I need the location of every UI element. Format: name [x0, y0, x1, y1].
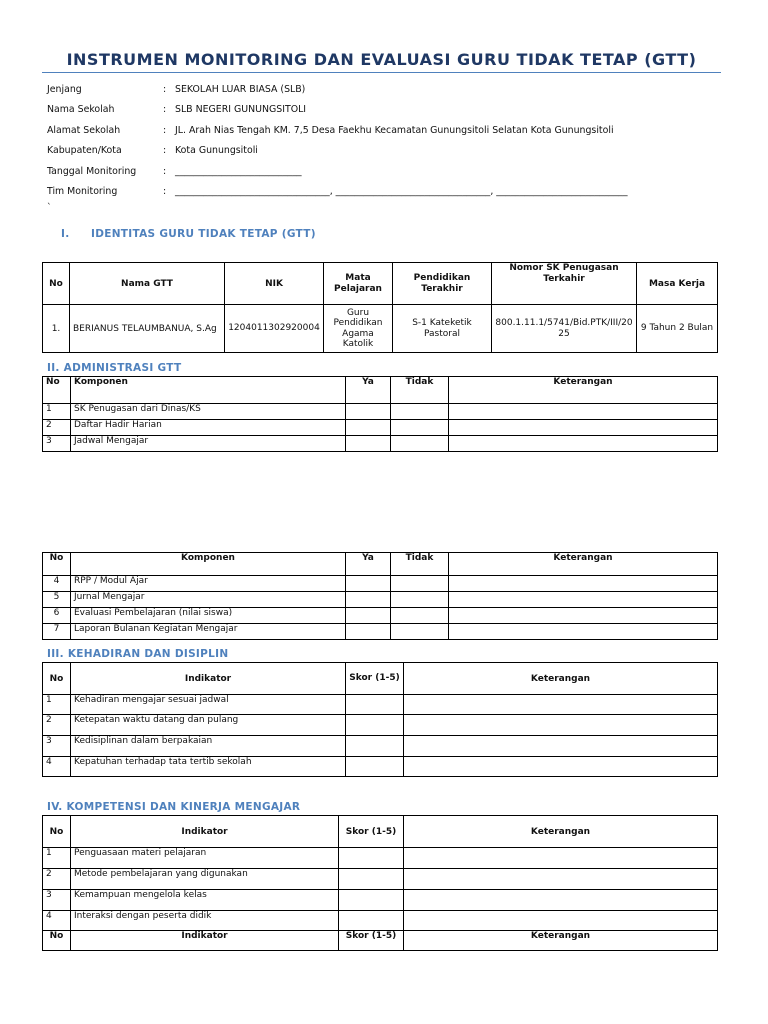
cell-keterangan[interactable] [404, 736, 718, 757]
cell-ya[interactable] [346, 576, 391, 592]
info-label: Kabupaten/Kota [47, 145, 122, 157]
cell-no: 1 [43, 848, 71, 869]
table-row [43, 576, 718, 592]
cell-skor[interactable] [346, 695, 404, 715]
column-header: Ya [346, 377, 391, 404]
info-colon: : [163, 185, 167, 197]
cell-ya[interactable] [346, 436, 391, 452]
cell-skor[interactable] [339, 911, 404, 931]
cell-tidak[interactable] [391, 608, 449, 624]
cell-nik: 1204011302920004 [225, 305, 324, 353]
cell-komponen: Daftar Hadir Harian [71, 420, 346, 436]
cell-komponen: RPP / Modul Ajar [71, 576, 346, 592]
cell-indikator: Kedisiplinan dalam berpakaian [71, 736, 346, 757]
cell-nomor-sk: 800.1.11.1/5741/Bid.PTK/III/2025 [492, 305, 637, 353]
column-header: Masa Kerja [637, 263, 718, 305]
cell-keterangan[interactable] [404, 911, 718, 931]
document-title: INSTRUMEN MONITORING DAN EVALUASI GURU TIDAK TETAP (GTT) [66, 50, 697, 69]
column-header: Ya [346, 553, 391, 576]
cell-no: 4 [43, 757, 71, 777]
info-label: Alamat Sekolah [47, 124, 121, 136]
info-label: Tim Monitoring [47, 185, 118, 197]
column-header: No [43, 553, 71, 576]
cell-keterangan[interactable] [449, 404, 718, 420]
cell-keterangan[interactable] [449, 420, 718, 436]
cell-nama-gtt: BERIANUS TELAUMBANUA, S.Ag [70, 305, 225, 353]
cell-no: 4 [43, 576, 71, 592]
cell-pendidikan: S-1 Kateketik Pastoral [393, 305, 492, 353]
cell-ya[interactable] [346, 404, 391, 420]
cell-tidak[interactable] [391, 624, 449, 640]
section-1-title: IDENTITAS GURU TIDAK TETAP (GTT) [91, 228, 316, 240]
info-colon: : [163, 84, 167, 95]
info-row-tanggal [47, 166, 727, 186]
cell-tidak[interactable] [391, 420, 449, 436]
info-row-jenjang [47, 84, 727, 104]
info-label: Jenjang [47, 84, 82, 95]
cell-indikator: Interaksi dengan peserta didik [71, 911, 339, 931]
table-row [43, 715, 718, 736]
info-row-kabupaten [47, 145, 727, 165]
cell-no: 4 [43, 911, 71, 931]
cell-no: 6 [43, 608, 71, 624]
info-label: Nama Sekolah [47, 104, 115, 116]
cell-komponen: SK Penugasan dari Dinas/KS [71, 404, 346, 420]
cell-masa-kerja: 9 Tahun 2 Bulan [637, 305, 718, 353]
cell-keterangan[interactable] [449, 436, 718, 452]
info-value: JL. Arah Nias Tengah KM. 7,5 Desa Faekhu Kecamatan Gunungsitoli Selatan Kota Gunungsitoli [175, 124, 614, 136]
cell-keterangan[interactable] [449, 608, 718, 624]
column-header: Skor (1-5) [346, 663, 404, 695]
column-header: Keterangan [404, 663, 718, 695]
cell-ya[interactable] [346, 608, 391, 624]
cell-ya[interactable] [346, 592, 391, 608]
cell-tidak[interactable] [391, 592, 449, 608]
column-header: No [43, 816, 71, 848]
cell-keterangan[interactable] [404, 890, 718, 911]
cell-indikator: Kemampuan mengelola kelas [71, 890, 339, 911]
column-header: Komponen [71, 377, 346, 404]
cell-no: 1 [43, 695, 71, 715]
column-header: Indikator [71, 931, 339, 951]
section-3-title: III. KEHADIRAN DAN DISIPLIN [47, 648, 229, 660]
administrasi-table-a [42, 376, 718, 452]
table-row [43, 757, 718, 777]
info-colon: : [163, 104, 167, 116]
cell-no: 2 [43, 715, 71, 736]
table-header-row [43, 816, 718, 848]
cell-no: 3 [43, 736, 71, 757]
tanggal-monitoring-blank: ___________________________ [175, 165, 302, 177]
table-header-row [43, 263, 718, 305]
cell-skor[interactable] [339, 869, 404, 890]
column-header: Keterangan [404, 816, 718, 848]
table-row [43, 436, 718, 452]
table-header-row [43, 553, 718, 576]
kompetensi-table [42, 815, 718, 951]
info-label: Tanggal Monitoring [47, 165, 137, 177]
cell-komponen: Jurnal Mengajar [71, 592, 346, 608]
table-row [43, 592, 718, 608]
cell-tidak[interactable] [391, 576, 449, 592]
table-row [43, 890, 718, 911]
section-2-title: II. ADMINISTRASI GTT [47, 362, 182, 374]
cell-keterangan[interactable] [404, 848, 718, 869]
table-row [43, 736, 718, 757]
cell-keterangan[interactable] [404, 757, 718, 777]
cell-indikator: Ketepatan waktu datang dan pulang [71, 715, 346, 736]
cell-keterangan[interactable] [449, 592, 718, 608]
cell-no: 7 [43, 624, 71, 640]
column-header: Mata Pelajaran [324, 263, 393, 305]
column-header: Tidak [391, 377, 449, 404]
column-header: Nomor SK Penugasan Terkahir [492, 263, 637, 305]
table-row [43, 624, 718, 640]
table-row [43, 420, 718, 436]
column-header: Skor (1-5) [339, 931, 404, 951]
table-row [43, 848, 718, 869]
info-block [47, 84, 727, 206]
column-header: No [43, 377, 71, 404]
cell-komponen: Laporan Bulanan Kegiatan Mengajar [71, 624, 346, 640]
cell-tidak[interactable] [391, 404, 449, 420]
table-header-row [43, 663, 718, 695]
cell-komponen: Jadwal Mengajar [71, 436, 346, 452]
info-row-alamat [47, 125, 727, 145]
cell-keterangan[interactable] [404, 715, 718, 736]
cell-keterangan[interactable] [404, 695, 718, 715]
cell-skor[interactable] [339, 848, 404, 869]
cell-no: 1 [43, 404, 71, 420]
info-row-tim [47, 186, 727, 206]
column-header: Indikator [71, 816, 339, 848]
table-row [43, 404, 718, 420]
cell-no: 5 [43, 592, 71, 608]
info-value: SLB NEGERI GUNUNGSITOLI [175, 104, 307, 116]
table-row [43, 305, 718, 353]
column-header: Komponen [71, 553, 346, 576]
cell-no: 2 [43, 420, 71, 436]
column-header: Keterangan [449, 377, 718, 404]
table-header-row [43, 377, 718, 404]
cell-no: 3 [43, 436, 71, 452]
cell-ya[interactable] [346, 420, 391, 436]
info-colon: : [163, 165, 167, 177]
stray-mark: ` [47, 203, 52, 213]
column-header: Nama GTT [70, 263, 225, 305]
tim-monitoring-blank: _________________________________, _________________________________, ____________________________ [175, 185, 628, 197]
column-header: Keterangan [404, 931, 718, 951]
info-value: SEKOLAH LUAR BIASA (SLB) [175, 84, 306, 95]
column-header: No [43, 663, 71, 695]
cell-keterangan[interactable] [449, 624, 718, 640]
column-header: Keterangan [449, 553, 718, 576]
column-header: No [43, 263, 70, 305]
info-colon: : [163, 145, 167, 157]
cell-indikator: Kehadiran mengajar sesuai jadwal [71, 695, 346, 715]
column-header: Skor (1-5) [339, 816, 404, 848]
cell-skor[interactable] [346, 736, 404, 757]
table-row [43, 608, 718, 624]
column-header: Pendidikan Terakhir [393, 263, 492, 305]
cell-keterangan[interactable] [449, 576, 718, 592]
identitas-table [42, 262, 718, 353]
table-row [43, 911, 718, 931]
info-colon: : [163, 124, 167, 136]
cell-no: 2 [43, 869, 71, 890]
column-header: NIK [225, 263, 324, 305]
info-row-nama-sekolah [47, 104, 727, 124]
column-header: Indikator [71, 663, 346, 695]
section-4-title: IV. KOMPETENSI DAN KINERJA MENGAJAR [47, 801, 301, 813]
column-header: Tidak [391, 553, 449, 576]
cell-ya[interactable] [346, 624, 391, 640]
cell-skor[interactable] [346, 757, 404, 777]
table-row [43, 869, 718, 890]
cell-indikator: Penguasaan materi pelajaran [71, 848, 339, 869]
title-underline [42, 72, 721, 73]
cell-keterangan[interactable] [404, 869, 718, 890]
cell-skor[interactable] [346, 715, 404, 736]
cell-indikator: Kepatuhan terhadap tata tertib sekolah [71, 757, 346, 777]
kehadiran-table [42, 662, 718, 777]
cell-indikator: Metode pembelajaran yang digunakan [71, 869, 339, 890]
cell-tidak[interactable] [391, 436, 449, 452]
cell-no: 1. [43, 305, 70, 353]
cell-komponen: Evaluasi Pembelajaran (nilai siswa) [71, 608, 346, 624]
cell-mata-pelajaran: Guru Pendidikan Agama Katolik [324, 305, 393, 353]
cell-skor[interactable] [339, 890, 404, 911]
column-header: No [43, 931, 71, 951]
section-1-number: I. [61, 228, 70, 240]
info-value: Kota Gunungsitoli [175, 145, 258, 157]
table-header-row-repeat [43, 931, 718, 951]
cell-no: 3 [43, 890, 71, 911]
table-row [43, 695, 718, 715]
administrasi-table-b [42, 552, 718, 640]
